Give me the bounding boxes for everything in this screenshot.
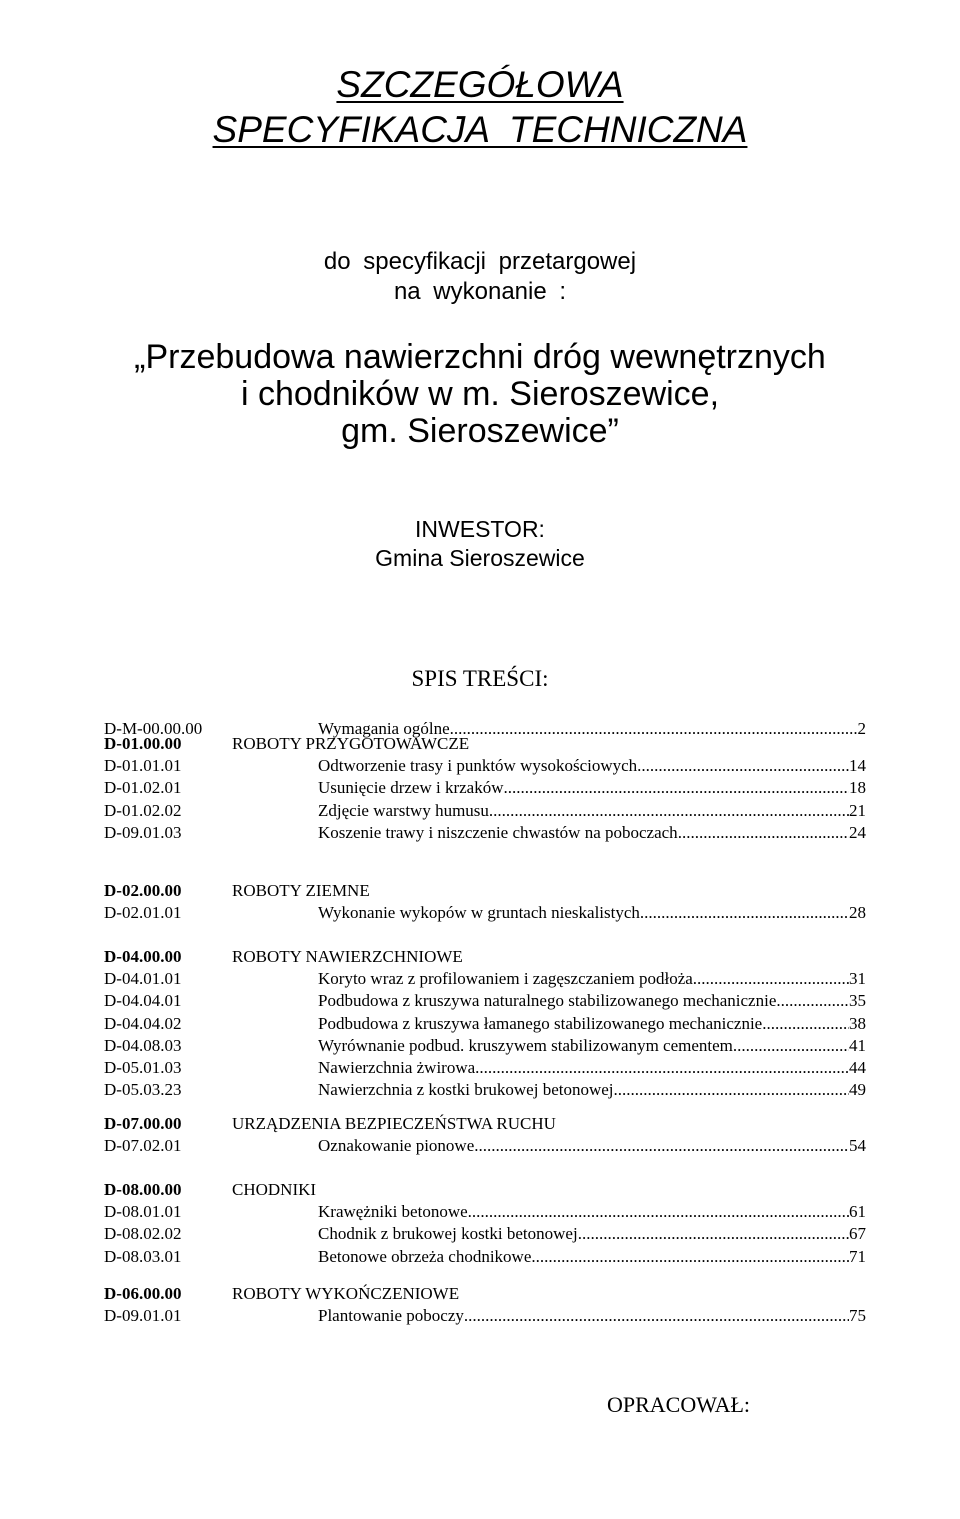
toc-entry-desc	[318, 755, 866, 777]
toc-entry-code: D-04.04.01	[104, 991, 182, 1011]
toc-dot-leader	[475, 1057, 849, 1079]
toc-entry-page: 35	[849, 991, 866, 1011]
toc-entry-desc	[318, 1305, 866, 1327]
toc-entry-desc	[318, 1057, 866, 1079]
toc-section-header[interactable]	[0, 733, 960, 755]
toc-entry-title: Nawierzchnia żwirowa	[318, 1058, 476, 1077]
toc-dot-leader	[489, 800, 849, 822]
toc-entry[interactable]	[0, 1305, 960, 1327]
toc-section-header[interactable]	[0, 1179, 960, 1201]
toc-entry-code: D-08.02.02	[104, 1224, 182, 1244]
toc-entry[interactable]	[0, 902, 960, 924]
toc-dot-leader	[640, 902, 849, 924]
project-name-line2: i chodników w m. Sieroszewice,	[240, 375, 720, 413]
toc-entry-title: Oznakowanie pionowe	[318, 1136, 475, 1156]
toc-entry-title: Zdjęcie warstwy humusu	[318, 800, 489, 820]
toc-entry-page: 75	[849, 1306, 866, 1326]
toc-dot-leader	[531, 1246, 849, 1268]
investor-name: Gmina Sieroszewice	[375, 545, 585, 571]
toc-dot-leader	[468, 1201, 849, 1223]
toc-entry-desc	[318, 1201, 866, 1223]
toc-section-header[interactable]	[0, 1283, 960, 1305]
subtitle-line1: do specyfikacji przetargowej	[323, 248, 637, 275]
toc-entry-page: 67	[849, 1224, 866, 1244]
toc-entry-code: D-09.01.01	[104, 1306, 182, 1326]
toc-entry-code: D-07.02.01	[104, 1136, 182, 1156]
toc-section-header[interactable]	[0, 880, 960, 902]
toc-entry-page: 41	[849, 1035, 866, 1055]
toc-section-code: D-04.00.00	[104, 947, 182, 966]
toc-entry-desc	[318, 1135, 866, 1157]
toc-entry-code: D-01.02.01	[104, 778, 182, 798]
toc-section-title: ROBOTY ZIEMNE	[232, 881, 370, 900]
toc-entry-code: D-09.01.03	[104, 822, 182, 842]
toc-entry-title: Podbudowa z kruszywa łamanego stabilizowanego mechanicznie	[318, 1013, 763, 1033]
toc-entry[interactable]	[0, 990, 960, 1012]
toc-entry-code: D-08.03.01	[104, 1246, 182, 1266]
toc-dot-leader	[693, 968, 849, 990]
document-title-line1: SZCZEGÓŁOWA	[336, 64, 624, 105]
toc-section-code: D-08.00.00	[104, 1180, 182, 1199]
toc-dot-leader	[464, 1305, 849, 1327]
toc-entry-title: Koryto wraz z profilowaniem i zagęszczaniem podłoża	[318, 969, 693, 989]
toc-entry[interactable]	[0, 1057, 960, 1079]
toc-entry[interactable]	[0, 755, 960, 777]
toc-entry-code: D-02.01.01	[104, 903, 182, 923]
toc-entry-desc	[318, 822, 866, 844]
toc-entry-desc	[318, 1013, 866, 1035]
toc-dot-leader	[578, 1223, 849, 1245]
toc-entry[interactable]	[0, 1135, 960, 1157]
toc-entry[interactable]	[0, 968, 960, 990]
toc-entry-title: Nawierzchnia z kostki brukowej betonowej	[318, 1080, 614, 1100]
toc-dot-leader	[762, 1013, 849, 1035]
toc-section-title: ROBOTY PRZYGOTOWAWCZE	[232, 734, 470, 753]
toc-dot-leader	[637, 755, 849, 777]
toc-entry-code: D-01.01.01	[104, 756, 182, 776]
toc-entry-page: 61	[849, 1202, 866, 1222]
toc-entry-title: Wykonanie wykopów w gruntach nieskalistych	[318, 903, 640, 923]
toc-entry-title: Wyrównanie podbud. kruszywem stabilizowanym cementem	[318, 1035, 733, 1055]
toc-dot-leader	[776, 990, 849, 1012]
toc-entry-page: 18	[849, 778, 866, 798]
toc-entry-page: 44	[849, 1058, 866, 1077]
toc-dot-leader	[733, 1035, 849, 1057]
toc-section-code: D-06.00.00	[104, 1284, 182, 1303]
toc-entry-desc	[318, 800, 866, 822]
project-name-line3: gm. Sieroszewice”	[341, 412, 619, 450]
toc-entry-code: D-04.04.02	[104, 1013, 182, 1033]
toc-section-code: D-02.00.00	[104, 881, 182, 900]
prepared-by-label: OPRACOWAŁ:	[607, 1392, 751, 1417]
toc-entry-page: 38	[849, 1013, 866, 1033]
toc-section-title: CHODNIKI	[232, 1180, 317, 1199]
toc-entry-title: Wymagania ogólne	[318, 719, 450, 738]
toc-entry-title: Koszenie trawy i niszczenie chwastów na poboczach	[318, 822, 678, 842]
investor-label: INWESTOR:	[415, 516, 545, 542]
toc-entry-desc	[318, 1223, 866, 1245]
toc-entry-desc	[318, 990, 866, 1012]
toc-section-header[interactable]	[0, 1113, 960, 1135]
toc-entry-page: 28	[849, 903, 866, 923]
toc-entry-page: 21	[849, 800, 866, 820]
toc-entry-desc	[318, 1079, 866, 1101]
toc-entry-code: D-05.03.23	[104, 1080, 182, 1100]
toc-entry-code: D-05.01.03	[104, 1058, 182, 1077]
toc-entry-title: Odtworzenie trasy i punktów wysokościowych	[318, 756, 638, 776]
toc-entry-page: 71	[849, 1246, 866, 1266]
toc-entry-desc	[318, 1035, 866, 1057]
toc-entry[interactable]	[0, 1201, 960, 1223]
toc-entry-title: Betonowe obrzeża chodnikowe	[318, 1246, 532, 1266]
toc-section-title: ROBOTY NAWIERZCHNIOWE	[232, 947, 463, 966]
toc-entry-title: Plantowanie poboczy	[318, 1306, 464, 1326]
toc-entry-page: 49	[849, 1080, 866, 1100]
toc-dot-leader	[614, 1079, 849, 1101]
toc-entry[interactable]	[0, 777, 960, 799]
toc-section-header[interactable]	[0, 946, 960, 968]
subtitle-line2: na wykonanie :	[393, 278, 567, 305]
toc-section-title: URZĄDZENIA BEZPIECZEŃSTWA RUCHU	[232, 1114, 556, 1133]
toc-entry-title: Krawężniki betonowe	[318, 1202, 468, 1222]
toc-entry-page: 54	[849, 1136, 866, 1156]
toc-entry-title: Podbudowa z kruszywa naturalnego stabilizowanego mechanicznie	[318, 991, 777, 1011]
toc-entry-page: 24	[849, 822, 866, 842]
toc-entry-page: 31	[849, 969, 866, 989]
toc-entry[interactable]	[0, 1223, 960, 1245]
toc-entry[interactable]	[0, 1013, 960, 1035]
toc-entry-code: D-08.01.01	[104, 1202, 182, 1222]
toc-entry-title: Usunięcie drzew i krzaków	[318, 778, 504, 798]
toc-entry-code: D-M-00.00.00	[104, 719, 203, 738]
toc-entry[interactable]	[0, 1246, 960, 1268]
toc-entry-code: D-01.02.02	[104, 800, 182, 820]
toc-heading: SPIS TREŚCI:	[411, 666, 549, 691]
toc-entry-title: Chodnik z brukowej kostki betonowej	[318, 1224, 578, 1244]
toc-entry-code: D-04.08.03	[104, 1035, 182, 1055]
toc-dot-leader	[678, 822, 849, 844]
document-title-line2: SPECYFIKACJA TECHNICZNA	[212, 109, 748, 150]
toc-entry-page: 14	[849, 756, 866, 776]
toc-entry[interactable]	[0, 1035, 960, 1057]
toc-entry-desc	[318, 968, 866, 990]
toc-dot-leader	[504, 777, 849, 799]
toc-entry[interactable]	[0, 1079, 960, 1101]
toc-entry-desc	[318, 777, 866, 799]
toc-section-code: D-01.00.00	[104, 734, 182, 753]
toc-entry[interactable]	[0, 822, 960, 844]
toc-entry-page: 2	[857, 719, 866, 738]
project-name-line1: „Przebudowa nawierzchni dróg wewnętrznych	[134, 338, 826, 376]
toc-entry[interactable]	[0, 800, 960, 822]
toc-section-code: D-07.00.00	[104, 1114, 182, 1133]
toc-section-title: ROBOTY WYKOŃCZENIOWE	[232, 1284, 460, 1303]
toc-entry-code: D-04.01.01	[104, 969, 182, 989]
toc-entry-desc	[318, 1246, 866, 1268]
toc-entry-desc	[318, 902, 866, 924]
toc-dot-leader	[474, 1135, 849, 1157]
